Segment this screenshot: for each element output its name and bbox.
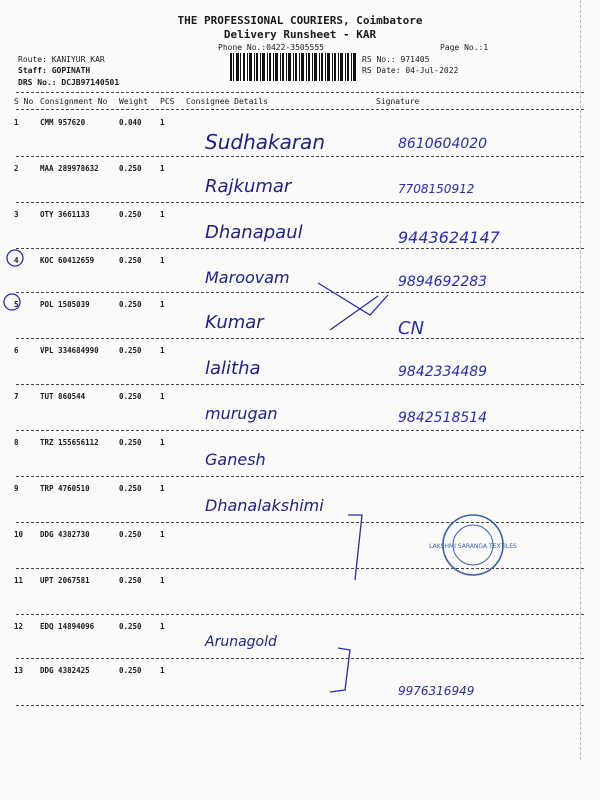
row-consignee-handwritten: Ganesh xyxy=(205,450,266,469)
row-consignment-no: TRZ 155656112 xyxy=(40,438,99,447)
col-header-consignee: Consignee Details xyxy=(186,97,268,106)
row-pcs: 1 xyxy=(160,666,165,675)
col-header-signature: Signature xyxy=(376,97,420,106)
row-separator xyxy=(16,156,584,157)
row-pcs: 1 xyxy=(160,438,165,447)
row-pcs: 1 xyxy=(160,576,165,585)
row-weight: 0.250 xyxy=(119,666,142,675)
row-sno: 7 xyxy=(14,392,19,401)
row-weight: 0.250 xyxy=(119,438,142,447)
row-pcs: 1 xyxy=(160,530,165,539)
row-signature-handwritten: 7708150912 xyxy=(398,182,475,196)
row-weight: 0.250 xyxy=(119,530,142,539)
page-number: Page No.:1 xyxy=(440,43,489,52)
row-consignment-no: CMM 957620 xyxy=(40,118,86,127)
row-sno: 6 xyxy=(14,346,19,355)
rs-date: RS Date: 04-Jul-2022 xyxy=(362,66,459,75)
row-signature-handwritten: CN xyxy=(398,318,425,339)
row-sno: 4 xyxy=(14,256,19,265)
row-separator xyxy=(16,248,584,249)
row-pcs: 1 xyxy=(160,164,165,173)
row-consignment-no: POL 1505039 xyxy=(40,300,90,309)
row-weight: 0.250 xyxy=(119,300,142,309)
row-pcs: 1 xyxy=(160,346,165,355)
row-pcs: 1 xyxy=(160,256,165,265)
row-sno: 12 xyxy=(14,622,24,631)
route-label: Route: KANIYUR KAR xyxy=(18,55,105,64)
row-separator xyxy=(16,384,584,385)
row-signature-handwritten: 9842518514 xyxy=(398,410,488,426)
row-separator xyxy=(16,476,584,477)
row-signature-handwritten: 9842334489 xyxy=(398,364,488,380)
runsheet-subtitle: Delivery Runsheet - KAR xyxy=(223,28,377,41)
row-separator xyxy=(16,202,584,203)
row-signature-handwritten: 9976316949 xyxy=(398,684,475,698)
row-weight: 0.040 xyxy=(119,118,142,127)
row-sno: 3 xyxy=(14,210,19,219)
arrow-mark xyxy=(318,283,388,315)
row-signature-handwritten: 9443624147 xyxy=(398,228,500,247)
row-pcs: 1 xyxy=(160,300,165,309)
row-weight: 0.250 xyxy=(119,346,142,355)
row-separator xyxy=(16,338,584,339)
bracket-mark xyxy=(330,648,350,692)
row-pcs: 1 xyxy=(160,210,165,219)
row-consignee-handwritten: Dhanapaul xyxy=(205,222,303,243)
row-consignee-handwritten: Kumar xyxy=(205,312,264,333)
row-consignment-no: DDG 4382730 xyxy=(40,530,90,539)
row-sno: 13 xyxy=(14,666,24,675)
row-consignee-handwritten: Maroovam xyxy=(205,268,290,287)
row-sno: 9 xyxy=(14,484,19,493)
stamp-text: LAKSHMI SARANGA TEXTILES xyxy=(429,543,517,550)
row-signature-handwritten: 8610604020 xyxy=(398,136,488,152)
row-signature-handwritten: 9894692283 xyxy=(398,274,488,290)
row-sno: 10 xyxy=(14,530,24,539)
row-separator xyxy=(16,292,584,293)
row-separator xyxy=(16,705,584,706)
row-consignment-no: DDG 4382425 xyxy=(40,666,90,675)
row-consignee-handwritten: Sudhakaran xyxy=(205,130,325,154)
row-consignment-no: EDQ 14894096 xyxy=(40,622,95,631)
rs-number: RS No.: 971405 xyxy=(362,55,430,64)
row-weight: 0.250 xyxy=(119,622,142,631)
row-separator xyxy=(16,614,584,615)
row-weight: 0.250 xyxy=(119,164,142,173)
row-consignee-handwritten: Arunagold xyxy=(205,634,277,650)
col-header-consignment: Consignment No xyxy=(40,97,108,106)
company-stamp xyxy=(429,512,517,578)
row-sno: 1 xyxy=(14,118,19,127)
row-weight: 0.250 xyxy=(119,210,142,219)
row-consignee-handwritten: Dhanalakshimi xyxy=(205,496,324,515)
row-sno: 8 xyxy=(14,438,19,447)
col-header-weight: Weight xyxy=(119,97,148,106)
row-consignment-no: UPT 2067581 xyxy=(40,576,90,585)
barcode-image xyxy=(230,53,356,81)
row-separator xyxy=(16,658,584,659)
col-header-pcs: PCS xyxy=(160,97,175,106)
row-weight: 0.250 xyxy=(119,392,142,401)
row-pcs: 1 xyxy=(160,118,165,127)
row-consignment-no: TRP 4760510 xyxy=(40,484,90,493)
row-consignee-handwritten: lalitha xyxy=(205,358,261,379)
row-consignment-no: KOC 60412659 xyxy=(40,256,95,265)
row-consignment-no: OTY 3661133 xyxy=(40,210,90,219)
phone-number: Phone No.:0422-3505555 xyxy=(218,43,324,52)
page-edge-line xyxy=(580,0,582,760)
header-rule-bottom xyxy=(16,109,584,110)
row-consignment-no: MAA 289978632 xyxy=(40,164,99,173)
bracket-mark xyxy=(348,515,362,580)
row-pcs: 1 xyxy=(160,392,165,401)
row-consignee-handwritten: Rajkumar xyxy=(205,176,292,197)
row-weight: 0.250 xyxy=(119,256,142,265)
row-sno: 2 xyxy=(14,164,19,173)
row-consignment-no: VPL 334684990 xyxy=(40,346,99,355)
row-separator xyxy=(16,430,584,431)
row-weight: 0.250 xyxy=(119,484,142,493)
row-sno: 5 xyxy=(14,300,19,309)
col-header-sno: S No xyxy=(14,97,34,106)
row-pcs: 1 xyxy=(160,484,165,493)
staff-label: Staff: GOPINATH xyxy=(18,66,91,75)
header-rule-top xyxy=(16,92,584,93)
row-pcs: 1 xyxy=(160,622,165,631)
row-consignee-handwritten: murugan xyxy=(205,404,278,423)
row-consignment-no: TUT 860544 xyxy=(40,392,86,401)
company-title: THE PROFESSIONAL COURIERS, Coimbatore xyxy=(177,14,423,27)
arrow-mark xyxy=(330,296,378,330)
drs-number: DRS No.: DCJB97140501 xyxy=(18,78,120,87)
row-sno: 11 xyxy=(14,576,24,585)
row-weight: 0.250 xyxy=(119,576,142,585)
